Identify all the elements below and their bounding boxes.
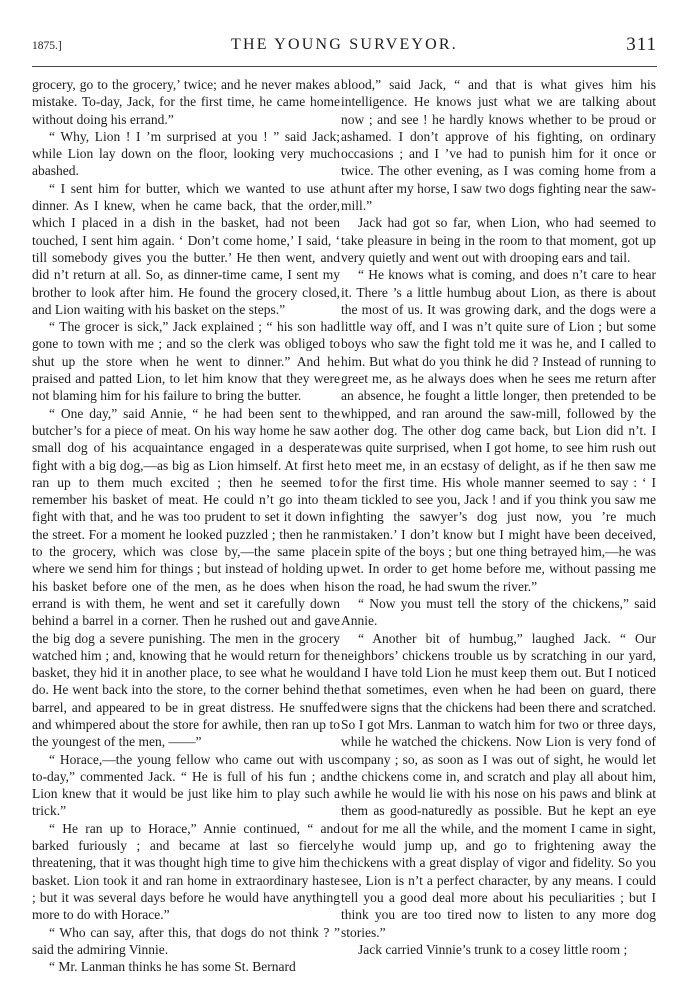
paragraph: “ One day,” said Annie, “ he had been sent to the butcher’s for a piece of meat. On his way home he saw a small dog of his acquaintance engaged in a desperate fight with a big dog,—as big as Lion himself. At first he ran up to them much excited ; then he seemed to remember his basket of meat. He could n’t go into the fight with that, and he was too prudent to set it down in the street. For a moment he looked puzzled ; then he ran to the grocery, which was close by,—the same place where we send him for things ; but instead of holding up his basket before one of the men, as he does when his errand is with them, he went and set it carefully down behind a barrel in a corner. Then he rushed out and gave the big dog a severe punishing. The men in the grocery watched him ; and, knowing that he would return for the basket, they hid it in another place, to see what he would do. He went back into the store, to the corner behind the barrel, and appeared to be in great distress. He snuffed and whimpered about the store for awhile, then ran up to the youngest of the men, ——”: [32, 405, 340, 750]
paragraph: “ He knows what is coming, and does n’t care to hear it. There ’s a little humbug about Lion, as there is about the most of us. It was growing dark, and the dogs were a little way off, and I was n’t quite sure of Lion ; but some boys who saw the fight told me it was he, and I called to him. But what do you think he did ? Instead of running to greet me, as he always does when he sees me return after an absence, he fought a little longer, then pretended to be whipped, and ran around the saw-mill, followed by the other dog. The other dog came back, but Lion did n’t. I was quite surprised, when I got home, to see him rush out to meet me, in an ecstasy of delight, as if he then saw me for the first time. His whole manner seemed to say : ‘ I am tickled to see you, Jack ! and if you think you saw me fighting the sawyer’s dog just now, you ’re much mistaken.’ I don’t know but I might have been deceived, in spite of the boys ; but one thing betrayed him,—he was wet. In order to get home before me, without passing me on the road, he had swum the river.”: [341, 267, 656, 594]
paragraph: “ I sent him for butter, which we wanted to use at dinner. As I knew, when he came back, that the order, which I placed in a dish in the basket, had not been touched, I sent him again. ‘ Don’t come home,’ I said, ‘ till somebody gives you the butter.’ He then went, and did n’t return at all. So, as dinner-time came, I sent my brother to look after him. He found the grocery closed, and Lion waiting with his basket on the steps.”: [32, 180, 340, 317]
paragraph: blood,” said Jack, “ and that is what gives him his intelligence. He knows just what we are talking about now ; and see ! he hardly knows whether to be proud or ashamed. I don’t approve of his fighting, on ordinary occasions ; and I ’ve had to punish him for it once or twice. The other evening, as I was coming home from a hunt after my horse, I saw two dogs fighting near the saw-mill.”: [341, 77, 656, 214]
paragraph: Jack carried Vinnie’s trunk to a cosey little room ;: [358, 941, 628, 957]
paragraph: “ Mr. Lanman thinks he has some St. Bernard: [49, 959, 296, 975]
header-year: 1875.]: [32, 40, 62, 52]
left-column: [32, 76, 340, 975]
paragraph: “ Another bit of humbug,” laughed Jack. “ Our neighbors’ chickens trouble us by scratching in our yard, and I have told Lion he must keep them out. But I noticed that sometimes, even when he had been on guard, there were signs that the chickens had been there and scratched. So I got Mrs. Lanman to watch him for two or three days, while he watched the chickens. Now Lion is very fond of company ; so, as soon as I was out of sight, he would let the chickens come in, and scratch and play all about him, while he would lie with his nose on his paws and blink at them as good-naturedly as possible. But he kept an eye out for me all the while, and the moment I came in sight, he would jump up, and go to frightening away the chickens with a great display of vigor and fidelity. So you see, Lion is n’t a perfect character, by any means. I could tell you a good deal more about his peculiarities ; but I think you are too tired now to listen to any more dog stories.”: [341, 630, 656, 940]
paragraph: “ Who can say, after this, that dogs do not think ? ” said the admiring Vinnie.: [32, 924, 340, 957]
header-rule: [32, 66, 657, 67]
paragraph: “ Now you must tell the story of the chickens,” said Annie.: [341, 595, 656, 629]
header-title: THE YOUNG SURVEYOR.: [230, 36, 459, 53]
right-column: [341, 76, 656, 958]
paragraph: Jack had got so far, when Lion, who had seemed to take pleasure in being in the room to that moment, got up very quietly and went out with drooping ears and tail.: [341, 215, 656, 265]
paragraph: “ The grocer is sick,” Jack explained ; “ his son had gone to town with me ; and so the clerk was obliged to shut up the store when he went to dinner.” And he praised and patted Lion, to let him know that they were not blaming him for his failure to bring the butter.: [32, 319, 340, 404]
paragraph: “ Why, Lion ! I ’m surprised at you ! ” said Jack; while Lion lay down on the floor, looking very much abashed.: [32, 128, 340, 179]
paragraph: “ He ran up to Horace,” Annie continued, “ and barked furiously ; and became at last so fiercely threatening, that it was thought high time to give him the basket. Lion took it and ran home in extraordinary haste ; but it was several days before he would have anything more to do with Horace.”: [32, 820, 340, 923]
page-number: 311: [626, 34, 657, 55]
paragraph: “ Horace,—the young fellow who came out with us to-day,” commented Jack. “ He is full of his fun ; and Lion knew that it would be just like him to play such a trick.”: [32, 751, 340, 819]
running-header: [32, 34, 657, 56]
paragraph: grocery, go to the grocery,’ twice; and he never makes a mistake. To-day, Jack, for the first time, he came home without doing his errand.”: [32, 77, 340, 127]
